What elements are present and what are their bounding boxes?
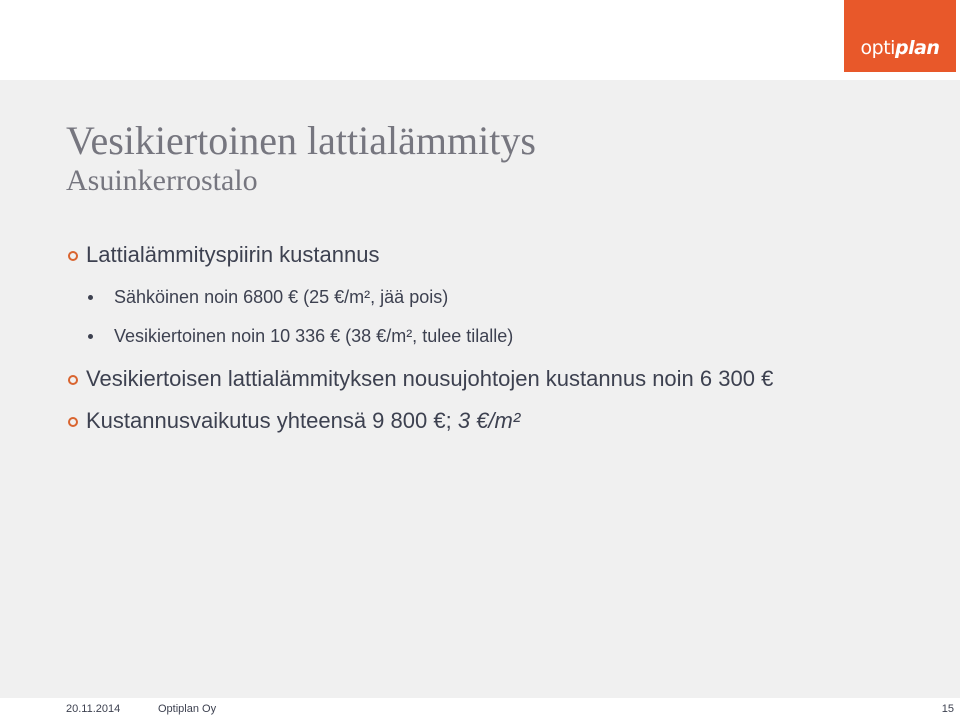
- bullet-item: [66, 240, 379, 270]
- sub-bullet-item: [66, 323, 513, 349]
- page-number: 15: [941, 703, 954, 715]
- slide-subtitle: Asuinkerrostalo: [66, 164, 258, 197]
- footer-company: Optiplan Oy: [158, 703, 217, 715]
- bullet-text: Sähköinen noin 6800 € (25 €/m², jää pois): [114, 287, 449, 307]
- bullet-item: [66, 406, 520, 436]
- dot-bullet-icon: [88, 295, 93, 300]
- bullet-text: Lattialämmityspiirin kustannus: [86, 242, 380, 267]
- logo-text-light: opti: [860, 37, 895, 59]
- logo-wordmark: [844, 36, 956, 60]
- bullet-text: Vesikiertoisen lattialämmityksen nousujohtojen kustannus noin 6 300 €: [86, 366, 774, 391]
- bullet-text: Kustannusvaikutus yhteensä 9 800 €;: [86, 408, 458, 433]
- bullet-item: [66, 364, 773, 394]
- footer-date: 20.11.2014: [66, 703, 121, 715]
- logo-text-bold: plan: [894, 37, 940, 59]
- bullet-text: Vesikiertoinen noin 10 336 € (38 €/m², tulee tilalle): [114, 326, 514, 346]
- slide-title: Vesikiertoinen lattialämmitys: [66, 118, 536, 163]
- ring-bullet-icon: [68, 375, 78, 385]
- optiplan-logo: [844, 0, 956, 72]
- sub-bullet-item: [66, 284, 448, 310]
- bullet-text-italic: 3 €/m²: [457, 408, 521, 433]
- ring-bullet-icon: [68, 417, 78, 427]
- ring-bullet-icon: [68, 251, 78, 261]
- dot-bullet-icon: [88, 334, 93, 339]
